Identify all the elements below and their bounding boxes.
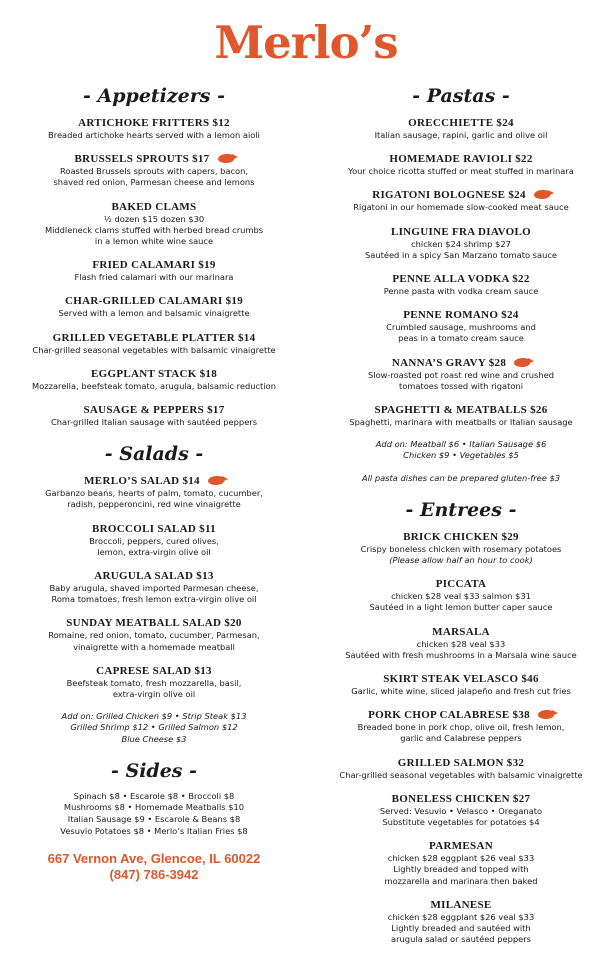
sides-line: Italian Sausage $9 • Escarole & Beans $8 (67, 814, 241, 825)
menu-item (14, 331, 294, 356)
menu-item-name-text: MERLO’S SALAD $14 (84, 475, 200, 488)
menu-item (318, 672, 604, 697)
menu-item-description: chicken $28 veal $33 salmon $31 (391, 591, 531, 602)
menu-item-name (318, 708, 604, 722)
menu-item-name (14, 367, 294, 381)
menu-item-description: Lightly breaded and sautéed with (391, 923, 531, 934)
menu-item-description: Char-grilled seasonal vegetables with balsamic vinaigrette (339, 769, 583, 780)
bird-icon (208, 476, 224, 485)
menu-item-name-text: BAKED CLAMS (111, 200, 197, 213)
sides-line: Vesuvio Potatoes $8 • Merlo’s Italian Fries $8 (60, 825, 248, 836)
menu-item-description: garlic and Calabrese peppers (400, 733, 522, 744)
menu-item (14, 522, 294, 558)
menu-item-description: Served: Vesuvio • Velasco • Oreganato (379, 805, 543, 816)
menu-item (318, 272, 604, 297)
menu-item-description: Romaine, red onion, tomato, cucumber, Parmesan, (48, 630, 260, 641)
menu-item-name (318, 530, 604, 544)
menu-item (318, 839, 604, 887)
menu-item-name (318, 356, 604, 370)
menu-item-name-text: ARTICHOKE FRITTERS $12 (78, 117, 230, 129)
salads-addon-line: Add on: Grilled Chicken $9 • Strip Steak $13 (61, 711, 247, 722)
menu-item (318, 530, 604, 566)
bird-icon (514, 358, 530, 367)
menu-item-name-text: SKIRT STEAK VELASCO $46 (383, 673, 539, 686)
bird-icon (538, 710, 554, 719)
sides-line: Mushrooms $8 • Homemade Meatballs $10 (63, 802, 245, 813)
menu-item-name (318, 116, 604, 130)
menu-item-description: Sautéed with fresh mushrooms in a Marsala wine sauce (345, 649, 577, 660)
menu-item-description: Lightly breaded and topped with (393, 864, 529, 875)
menu-item (318, 225, 604, 261)
menu-item (14, 294, 294, 319)
menu-item-name (14, 258, 294, 272)
menu-item-name-text: BONELESS CHICKEN $27 (391, 792, 531, 805)
menu-item-name-text: NANNA’S GRAVY $28 (391, 356, 507, 369)
menu-item (14, 200, 294, 248)
phone-number: (847) 786-3942 (109, 867, 199, 883)
menu-item-name-text: GRILLED SALMON $32 (397, 756, 525, 769)
pastas-addon (318, 439, 604, 461)
menu-item (318, 577, 604, 613)
menu-item-description: Flash fried calamari with our marinara (74, 272, 234, 283)
menu-item (14, 258, 294, 283)
menu-item-description: chicken $24 shrimp $27 (411, 238, 511, 249)
menu-item-name (14, 403, 294, 417)
menu-item-name (318, 792, 604, 806)
pastas-addon-line: Chicken $9 • Vegetables $5 (403, 450, 519, 461)
entrees-title: - Entrees - (405, 498, 517, 521)
menu-item-name-text: PENNE ROMANO $24 (403, 309, 519, 322)
menu-item-name-text: BROCCOLI SALAD $11 (92, 522, 216, 535)
menu-item-name (318, 152, 604, 166)
bird-icon (218, 154, 234, 163)
appetizers-title: - Appetizers - (83, 85, 225, 107)
menu-item-description: Penne pasta with vodka cream sauce (383, 286, 539, 297)
salads-addon-line: Grilled Shrimp $12 • Grilled Salmon $12 (70, 722, 238, 733)
menu-item (318, 308, 604, 344)
bird-icon (534, 190, 550, 199)
menu-item-description: radish, pepperoncini, red wine vinaigrette (67, 499, 241, 510)
menu-item-name (318, 403, 604, 417)
menu-item (14, 616, 294, 652)
menu-item-description: Breaded bone in pork chop, olive oil, fresh lemon, (357, 722, 565, 733)
menu-item-name (14, 474, 294, 488)
menu-item-name (318, 188, 604, 202)
menu-item-name-text: MILANESE (430, 898, 492, 911)
pastas-addon-line: Add on: Meatball $6 • Italian Sausage $6 (375, 439, 547, 450)
menu-item-name-text: PENNE ALLA VODKA $22 (392, 273, 530, 286)
menu-item-name-text: BRICK CHICKEN $29 (403, 530, 519, 543)
menu-item-description: in a lemon white wine sauce (94, 236, 214, 247)
menu-item (14, 152, 294, 188)
menu-item-name (318, 625, 604, 639)
menu-item-name (318, 898, 604, 912)
menu-item-name-text: CAPRESE SALAD $13 (96, 664, 212, 677)
right-column (318, 84, 604, 957)
menu-item-name (14, 116, 294, 130)
menu-item-name-text: RIGATONI BOLOGNESE $24 (372, 189, 526, 202)
gluten-free-note: All pasta dishes can be prepared gluten-free $3 (361, 472, 561, 483)
menu-item (318, 356, 604, 392)
contact-footer (14, 851, 294, 883)
menu-item (14, 116, 294, 141)
menu-item-description: extra-virgin olive oil (112, 689, 196, 700)
menu-item-name (318, 756, 604, 770)
menu-item-description: Sautéed in a spicy San Marzano tomato sauce (364, 249, 557, 260)
menu-item-name-text: MARSALA (432, 625, 490, 638)
menu-item-description: Italian sausage, rapini, garlic and olive oil (374, 130, 548, 140)
menu-item-name-text: GRILLED VEGETABLE PLATTER $14 (52, 331, 256, 344)
menu-item-name (14, 294, 294, 308)
menu-item-name (318, 839, 604, 853)
menu-item-description: vinaigrette with a homemade meatball (73, 641, 235, 652)
menu-item-name (318, 308, 604, 322)
menu-item (14, 367, 294, 392)
menu-item-name (14, 522, 294, 536)
menu-item-name-text: SUNDAY MEATBALL SALAD $20 (66, 617, 242, 630)
menu-item-description: Middleneck clams stuffed with herbed bread crumbs (44, 224, 264, 235)
menu-item (318, 116, 604, 141)
salads-addon-line: Blue Cheese $3 (121, 733, 187, 744)
menu-item (318, 403, 604, 428)
menu-item (318, 756, 604, 781)
menu-item-description: tomatoes tossed with rigatoni (398, 380, 524, 391)
menu-item-description: Slow-roasted pot roast red wine and crushed (368, 369, 554, 380)
menu-item-description: Your choice ricotta stuffed or meat stuffed in marinara (348, 166, 574, 177)
menu-item-name-text: HOMEMADE RAVIOLI $22 (389, 153, 533, 166)
menu-item-name-text: EGGPLANT STACK $18 (90, 367, 217, 380)
menu-item-name-text: BRUSSELS SPROUTS $17 (74, 153, 210, 166)
appetizers-list (14, 116, 294, 428)
menu-item (14, 569, 294, 605)
menu-item-description: ½ dozen $15 dozen $30 (103, 213, 205, 224)
menu-item-description: Crumbled sausage, mushrooms and (386, 322, 536, 333)
menu-item-description: Char-grilled seasonal vegetables with balsamic vinaigrette (32, 344, 276, 355)
menu-item-description: Roma tomatoes, fresh lemon extra-virgin olive oil (51, 594, 257, 605)
sides-title: - Sides - (110, 759, 197, 782)
menu-item (14, 474, 294, 510)
menu-item-name-text: SAUSAGE & PEPPERS $17 (83, 404, 225, 417)
menu-item-name (318, 577, 604, 591)
menu-item-description: Char-grilled Italian sausage with sautéed peppers (50, 417, 258, 428)
salads-addon (14, 711, 294, 745)
menu-item-name-text: SPAGHETTI & MEATBALLS $26 (374, 404, 548, 417)
menu-item-description: Mozzarella, beefsteak tomato, arugula, balsamic reduction (32, 380, 276, 391)
menu-item-description: Breaded artichoke hearts served with a lemon aioli (48, 130, 260, 140)
menu-item (318, 625, 604, 661)
left-column (14, 84, 294, 883)
salads-list (14, 474, 294, 700)
menu-item-name-text: PICCATA (435, 578, 487, 591)
address: 667 Vernon Ave, Glencoe, IL 60022 (47, 851, 261, 867)
menu-item (318, 708, 604, 744)
salads-title: - Salads - (104, 443, 204, 466)
menu-item-description: Baby arugula, shaved imported Parmesan cheese, (49, 583, 259, 594)
menu-item-name (14, 200, 294, 214)
menu-item (318, 792, 604, 828)
menu-item-name (14, 616, 294, 630)
menu-item (318, 152, 604, 177)
menu-item-name (14, 569, 294, 583)
menu-item-name-text: PARMESAN (429, 840, 493, 853)
menu-item-description: Sautéed in a light lemon butter caper sauce (369, 602, 553, 613)
menu-item-name (14, 331, 294, 345)
menu-item-description: chicken $28 eggplant $26 veal $33 (387, 853, 535, 864)
menu-item-name (318, 272, 604, 286)
menu-item-description: chicken $28 eggplant $26 veal $33 (387, 911, 535, 922)
menu-item (14, 664, 294, 700)
menu-item-description: Garbanzo beans, hearts of palm, tomato, cucumber, (45, 488, 263, 499)
menu-item-description: chicken $28 veal $33 (416, 638, 506, 649)
menu-item (318, 898, 604, 946)
menu-item-description: Served with a lemon and balsamic vinaigrette (58, 308, 250, 319)
menu-item-note: (Please allow half an hour to cook) (389, 555, 533, 566)
menu-item-name-text: CHAR-GRILLED CALAMARI $19 (64, 295, 243, 308)
menu-item (14, 403, 294, 428)
menu-item-description: mozzarella and marinara then baked (384, 875, 538, 886)
menu-item-description: Spaghetti, marinara with meatballs or Italian sausage (349, 417, 573, 428)
pastas-list (318, 116, 604, 428)
menu-item-name (14, 152, 294, 166)
menu-item-description: arugula salad or sautéed peppers (391, 934, 531, 945)
menu-item-name-text: PORK CHOP CALABRESE $38 (368, 709, 530, 722)
menu-item-description: Beefsteak tomato, fresh mozzarella, basil, (66, 677, 242, 688)
menu-item-name (14, 664, 294, 678)
menu-item-description: peas in a tomato cream sauce (398, 333, 524, 344)
sides-line: Spinach $8 • Escarole $8 • Broccoli $8 (73, 790, 235, 801)
menu-item-description: Rigatoni in our homemade slow-cooked meat sauce (353, 202, 569, 213)
menu-item-name-text: LINGUINE FRA DIAVOLO (390, 225, 532, 238)
restaurant-logo: Merlo’s (214, 16, 398, 69)
menu-item-description: lemon, extra-virgin olive oil (97, 546, 211, 557)
menu-item-name (318, 225, 604, 239)
menu-item-name-text: FRIED CALAMARI $19 (92, 259, 216, 272)
entrees-list (318, 530, 604, 946)
menu-item-name-text: ORECCHIETTE $24 (408, 117, 514, 129)
menu-item-name (318, 672, 604, 686)
menu-item-description: Broccoli, peppers, cured olives, (89, 535, 219, 546)
menu-item-name-text: ARUGULA SALAD $13 (94, 570, 214, 583)
menu-item-description: Substitute vegetables for potatoes $4 (382, 817, 540, 828)
menu-item-description: Crispy boneless chicken with rosemary potatoes (360, 543, 562, 554)
menu-item-description: Roasted Brussels sprouts with capers, bacon, (59, 166, 249, 177)
pastas-title: - Pastas - (412, 85, 510, 107)
menu-item (318, 188, 604, 213)
menu-item-description: Garlic, white wine, sliced jalapeño and fresh cut fries (351, 686, 571, 697)
sides-list (14, 791, 294, 837)
menu-item-description: shaved red onion, Parmesan cheese and lemons (53, 177, 255, 188)
